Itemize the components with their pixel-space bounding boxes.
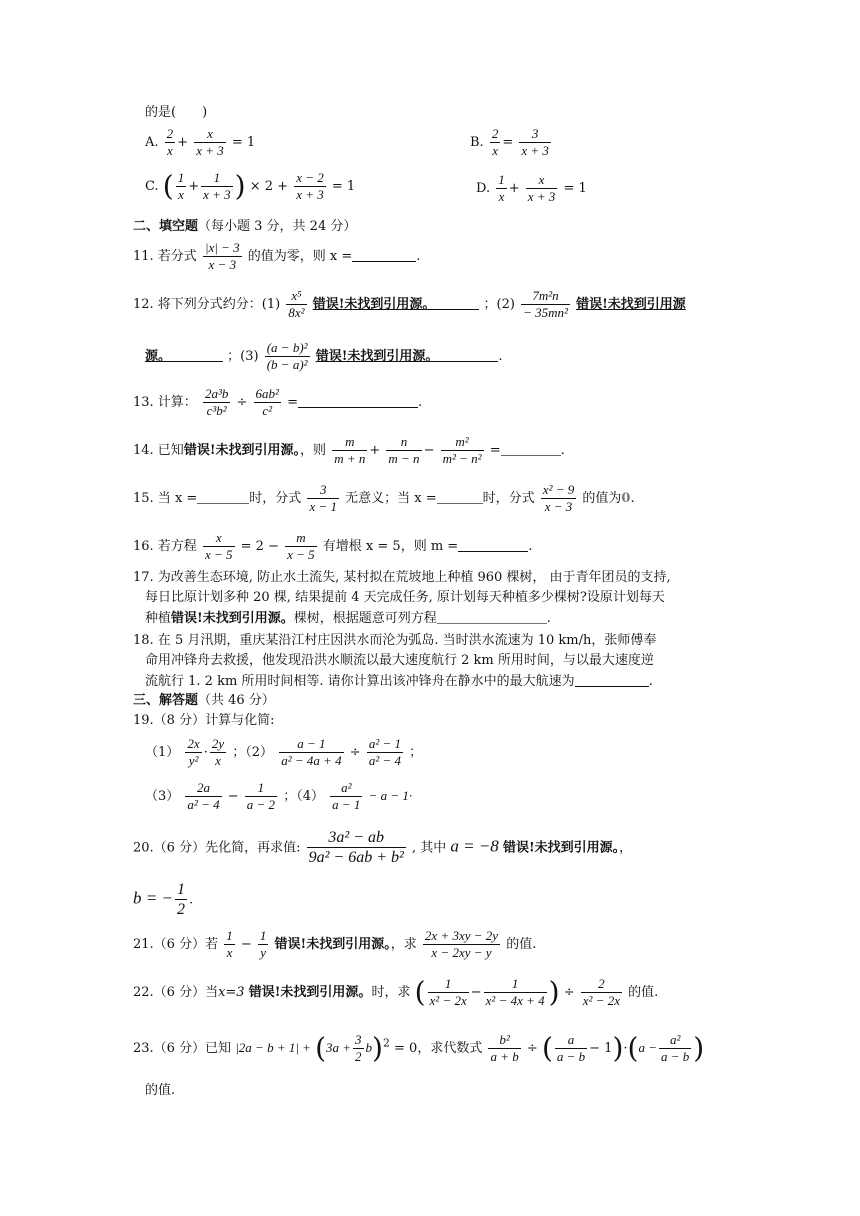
option-a: A. $\frac{2}{x}$ + $\frac{x}{x + 3}$ = 1 bbox=[145, 126, 256, 158]
fraction: $\frac{\text{3a² − ab}}{\text{9a² − 6ab + b²}}$ bbox=[308, 829, 404, 867]
question-14: 14. 已知错误!未找到引用源。，则 $\frac{m}{m + n}$ + $\frac{n}{m - n}$ − $\frac{\text{m²}}{\text{m² − n²}}$ = . bbox=[133, 434, 565, 466]
error-reference: 错误!未找到引用源 bbox=[576, 296, 686, 312]
option-b: B. $\frac{2}{x}$ = $\frac{3}{x + 3}$ bbox=[470, 126, 549, 158]
fraction: $\frac{1}{x + 3}$ bbox=[203, 170, 231, 202]
fraction: $\frac{\text{x² − 9}}{x - 3}$ bbox=[542, 482, 575, 514]
value-zero: 0 bbox=[621, 490, 631, 506]
fraction: $\frac{1}{x}$ bbox=[226, 928, 233, 960]
fraction: $\frac{3}{x - 1}$ bbox=[309, 482, 337, 514]
fraction: $\frac{|x| - 3}{x - 3}$ bbox=[204, 240, 240, 272]
option-a-label: A. bbox=[145, 134, 159, 150]
section-note: （共 46 分） bbox=[198, 693, 275, 708]
fraction: $\frac{1}{\text{x² − 2x}}$ bbox=[429, 976, 467, 1008]
fraction: $\frac{2}{\text{x² − 2x}}$ bbox=[582, 976, 620, 1008]
fraction: $\frac{x}{x + 3}$ bbox=[527, 172, 556, 204]
error-reference: 错误!未找到引用源。 bbox=[171, 611, 294, 626]
error-reference-tail: 源。 bbox=[145, 348, 172, 364]
answer-blank[interactable] bbox=[501, 443, 561, 456]
option-d: D. $\frac{1}{x}$ + $\frac{x}{x + 3}$ = 1 bbox=[476, 172, 587, 204]
fraction: $\frac{\text{a²}}{a - b}$ bbox=[661, 1032, 690, 1064]
section-3-heading bbox=[133, 694, 275, 709]
answer-blank[interactable] bbox=[171, 349, 223, 362]
answer-blank[interactable] bbox=[575, 674, 649, 687]
section-note: （每小题 3 分，共 24 分） bbox=[198, 219, 357, 234]
error-reference: 错误!未找到引用源。 bbox=[312, 296, 436, 312]
question-20-b-value: b = − $\frac{1}{2}$ . bbox=[133, 881, 194, 919]
question-17-line-3: 种植错误!未找到引用源。棵树，根据题意可列方程 . bbox=[145, 611, 551, 626]
error-reference: 错误!未找到引用源。 bbox=[248, 984, 372, 1000]
answer-blank[interactable] bbox=[438, 349, 498, 362]
fraction: $\frac{x}{x + 3}$ bbox=[196, 126, 224, 158]
fraction: $\frac{x}{x - 5}$ bbox=[204, 530, 233, 562]
option-b-label: B. bbox=[470, 134, 484, 150]
fraction: $\frac{m}{m + n}$ bbox=[334, 434, 366, 466]
error-reference: 错误!未找到引用源。 bbox=[183, 442, 301, 458]
question-15: 15. 当 x = 时，分式 $\frac{3}{x - 1}$ 无意义；当 x = 时，分式 $\frac{\text{x² − 9}}{x - 3}$ 的值为0. bbox=[133, 482, 635, 514]
fraction: $\frac{\text{a²}}{a - 1}$ bbox=[332, 780, 361, 812]
question-23-tail: 的值. bbox=[145, 1083, 176, 1098]
section-title: 三、解答题 bbox=[133, 693, 199, 708]
fraction: $\frac{\text{2a³b}}{\text{c³b²}}$ bbox=[204, 386, 229, 418]
question-18-line-1: 18. 在 5 月汛期，重庆某沿江村庄因洪水而沦为弧岛. 当时洪水流速为 10 km/h，张师傅奉 bbox=[133, 633, 657, 648]
option-d-label: D. bbox=[476, 180, 491, 196]
fraction: $\frac{\text{b²}}{a + b}$ bbox=[490, 1032, 519, 1064]
question-12: 12. 将下列分式约分：(1) $\frac{\text{x⁵}}{\text{8x²}}$ 错误!未找到引用源。 ；(2) $\frac{\text{7m²n}}{\text{− 35mn²}}$ 错误!未找到引用源 bbox=[133, 288, 686, 320]
fraction: $\frac{2}{x}$ bbox=[166, 126, 174, 158]
question-18-line-3: 流航行 1. 2 km 所用时间相等. 请你计算出该冲锋舟在静水中的最大航速为 . bbox=[145, 674, 653, 689]
question-19-head: 19.（8 分）计算与化简: bbox=[133, 713, 275, 728]
question-12-cont: 源。 ；(3) $\frac{\text{(a − b)²}}{\text{(b − a)²}}$ 错误!未找到引用源。 . bbox=[145, 340, 503, 372]
fraction: $\frac{3}{2}$ bbox=[355, 1032, 362, 1064]
option-c-label: C. bbox=[145, 178, 159, 194]
answer-blank[interactable] bbox=[197, 491, 249, 504]
answer-blank[interactable] bbox=[437, 611, 547, 624]
question-17-line-1: 17. 为改善生态环境, 防止水土流失, 某村拟在荒坡地上种植 960 棵树， 由于青年团员的支持, bbox=[133, 570, 671, 585]
fraction: $\frac{a}{a - b}$ bbox=[556, 1032, 586, 1064]
fraction: $\frac{1}{x}$ bbox=[498, 172, 505, 204]
fraction: $\frac{1}{2}$ bbox=[176, 881, 185, 919]
fraction: $\frac{m}{x - 5}$ bbox=[287, 530, 315, 562]
option-c: C. ( $\frac{1}{x}$ + $\frac{1}{x + 3}$ ) × 2 + $\frac{x - 2}{x + 3}$ = 1 bbox=[145, 169, 356, 203]
fraction: $\frac{\text{(a − b)²}}{\text{(b − a)²}}$ bbox=[266, 340, 308, 372]
section-2-heading bbox=[133, 220, 356, 235]
question-23: 23.（6 分）已知 |2a − b + 1| + (3a + $\frac{3}{2}$ b)$^2$ = 0，求代数式 $\frac{\text{b²}}{a + b}$ ÷ ( $\frac{a}{a - b}$ − 1)·(a − $\frac{\text{a²}}{a - b}$ ) bbox=[133, 1031, 705, 1065]
fraction: $\frac{2y}{x}$ bbox=[211, 736, 225, 768]
fraction: $\frac{n}{m - n}$ bbox=[388, 434, 420, 466]
answer-blank[interactable] bbox=[458, 539, 528, 552]
section-title: 二、填空题 bbox=[133, 219, 199, 234]
answer-blank[interactable] bbox=[298, 395, 418, 408]
error-reference: 错误!未找到引用源。 bbox=[502, 840, 620, 856]
question-13: 13. 计算： $\frac{\text{2a³b}}{\text{c³b²}}$ ÷ $\frac{\text{6ab²}}{\text{c²}}$ = . bbox=[133, 386, 423, 418]
fraction: $\frac{a - 1}{\text{a² − 4a + 4}}$ bbox=[281, 736, 342, 768]
question-21: 21.（6 分）若 $\frac{1}{x}$ − $\frac{1}{y}$ 错误!未找到引用源。，求 $\frac{2x + 3xy - 2y}{x - 2xy - y}$ 的值. bbox=[133, 928, 537, 960]
fraction: $\frac{x - 2}{x + 3}$ bbox=[296, 170, 324, 202]
fraction: $\frac{\text{7m²n}}{\text{− 35mn²}}$ bbox=[523, 288, 568, 320]
question-20: 20.（6 分）先化简，再求值: $\frac{\text{3a² − ab}}{\text{9a² − 6ab + b²}}$ , 其中 a = −8 错误!未找到引用源。， bbox=[133, 829, 633, 867]
question-16: 16. 若方程 $\frac{x}{x - 5}$ = 2 − $\frac{m}{x - 5}$ 有增根 x = 5，则 m = . bbox=[133, 530, 533, 562]
fraction: $\frac{\text{x⁵}}{\text{8x²}}$ bbox=[288, 288, 305, 320]
error-reference: 错误!未找到引用源。 bbox=[315, 348, 439, 364]
fraction: $\frac{2x + 3xy - 2y}{x - 2xy - y}$ bbox=[424, 928, 499, 960]
fraction: $\frac{2x}{\text{y²}}$ bbox=[187, 736, 200, 768]
question-18-line-2: 命用冲锋舟去救援，他发现沿洪水顺流以最大速度航行 2 km 所用时间，与以最大速度逆 bbox=[145, 653, 654, 668]
question-19-part-3-4: （3） $\frac{2a}{\text{a² − 4}}$ − $\frac{1}{a - 2}$ ；（4） $\frac{\text{a²}}{a - 1}$ − a − 1· bbox=[145, 780, 413, 812]
error-reference: 错误!未找到引用源。 bbox=[274, 936, 391, 952]
fraction: $\frac{1}{\text{x² − 4x + 4}}$ bbox=[485, 976, 545, 1008]
fraction: $\frac{\text{m²}}{\text{m² − n²}}$ bbox=[442, 434, 482, 466]
question-10-tail: 的是( ) bbox=[145, 105, 208, 120]
question-11: 11. 若分式 $\frac{|x| - 3}{x - 3}$ 的值为零，则 x = . bbox=[133, 240, 421, 272]
fraction: $\frac{1}{a - 2}$ bbox=[246, 780, 276, 812]
question-17-line-2: 每日比原计划多种 20 棵, 结果提前 4 天完成任务, 原计划每天种植多少棵树?设原计划每天 bbox=[145, 590, 665, 605]
fraction: $\frac{1}{y}$ bbox=[259, 928, 267, 960]
answer-blank[interactable] bbox=[352, 249, 416, 262]
fraction: $\frac{2a}{\text{a² − 4}}$ bbox=[187, 780, 220, 812]
fraction: $\frac{3}{x + 3}$ bbox=[521, 126, 549, 158]
answer-blank[interactable] bbox=[435, 297, 479, 310]
answer-blank[interactable] bbox=[437, 491, 483, 504]
fraction: $\frac{1}{x}$ bbox=[177, 170, 185, 202]
question-22: 22.（6 分）当x=3 错误!未找到引用源。时，求 ( $\frac{1}{\text{x² − 2x}}$ − $\frac{1}{\text{x² − 4x + 4}}$ ) ÷ $\frac{2}{\text{x² − 2x}}$ 的值. bbox=[133, 975, 659, 1009]
fraction: $\frac{\text{a² − 1}}{\text{a² − 4}}$ bbox=[368, 736, 401, 768]
fraction: $\frac{\text{6ab²}}{\text{c²}}$ bbox=[255, 386, 279, 418]
question-19-part-1-2: （1） $\frac{2x}{\text{y²}}$ · $\frac{2y}{x}$ ；（2） $\frac{a - 1}{\text{a² − 4a + 4}}$ ÷ $\frac{\text{a² − 1}}{\text{a² − 4}}$ ； bbox=[145, 736, 423, 768]
fraction: $\frac{2}{x}$ bbox=[491, 126, 499, 158]
